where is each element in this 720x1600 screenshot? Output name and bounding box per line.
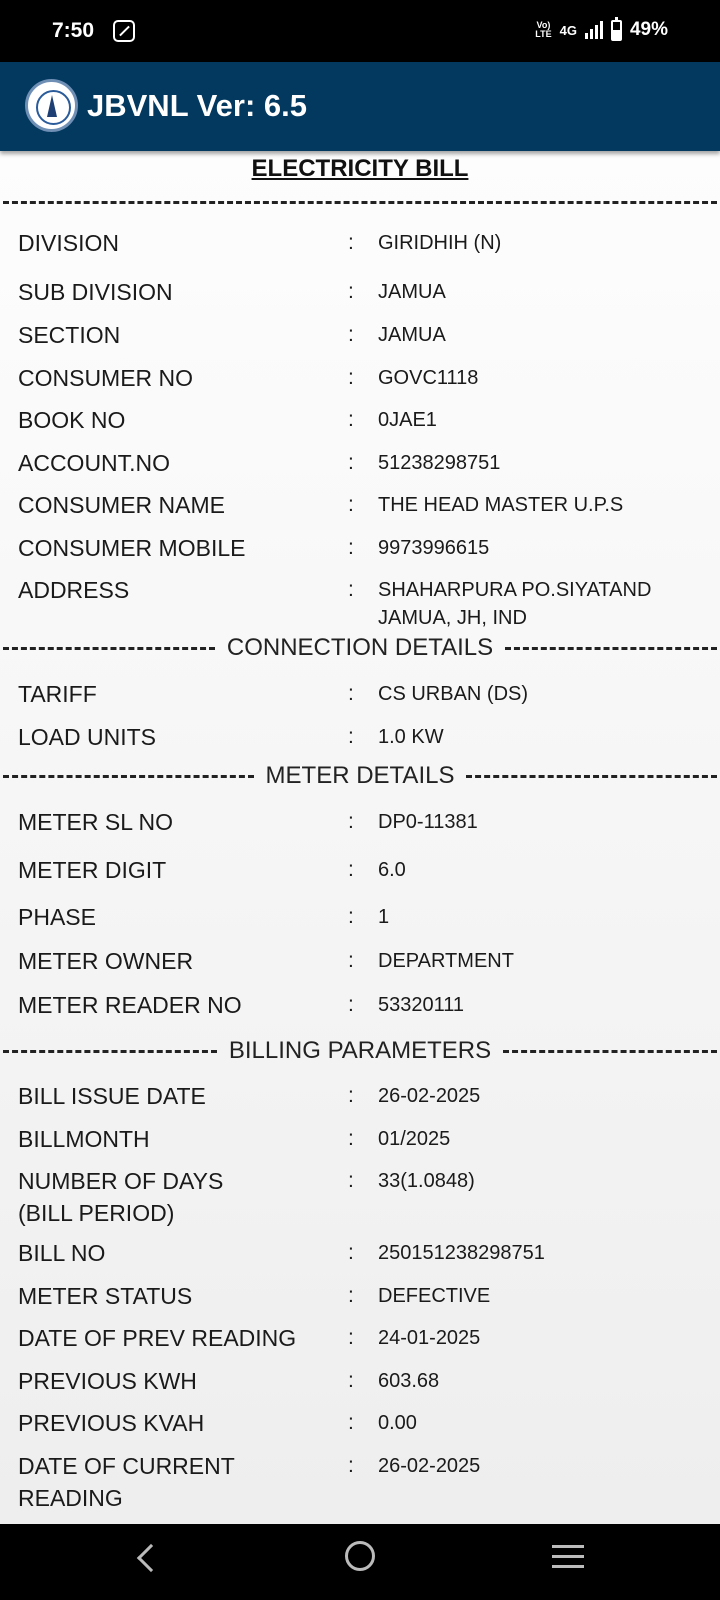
battery-icon bbox=[611, 20, 622, 41]
status-time: 7:50 bbox=[52, 19, 95, 42]
back-icon[interactable] bbox=[137, 1544, 165, 1572]
section-connection-details: CONNECTION DETAILS bbox=[3, 634, 717, 662]
status-bar bbox=[0, 0, 720, 62]
section-meter-details: METER DETAILS bbox=[3, 762, 717, 790]
notification-icon bbox=[113, 20, 135, 42]
recent-apps-icon[interactable] bbox=[552, 1545, 584, 1569]
bill-title: ELECTRICITY BILL bbox=[251, 155, 469, 182]
volte-icon: Vo) LTE bbox=[535, 20, 552, 39]
battery-percent: 49% bbox=[629, 19, 668, 40]
bill-content[interactable]: ELECTRICITY BILL DIVISION : GIRIDHIH (N) SUB DIVISION : JAMUA SECTION : JAMUA CONSUMER NO : GOVC1118 BOOK NO : 0JAE1 ACCOUNT.NO : 51238298751 CONSUMER NAME : THE HEAD MASTER U.P.S CONSUMER MOBILE : 9973996615 ADDRESS : SHAHARPURA PO.SIYATAND JAMUA, JH, IND CONNECTION DETAILS TARIFF : CS URBAN (DS) LOAD UNITS : 1.0 KW METER DETAILS METER SL NO : DP0-11381 METER DIGIT : 6.0 PHASE : 1 METER OWNER : DEPARTMENT METER READER NO : 53320111 BILLING PARAMETERS BILL ISSUE DATE : 26-02-2025 BILLMONTH : 01/2025 NUMBER OF DAYS (BILL PERIOD) : 33(1.0848) BILL NO : 250151238298751 METER STATUS : DEFECTIVE DATE OF PREV READING : 24-01-2025 PREVIOUS KWH : 603.68 PREVIOUS KVAH : 0.00 DATE OF CURRENT READING : 26-02-2025 bbox=[0, 151, 720, 1524]
app-bar bbox=[0, 62, 720, 151]
signal-icon bbox=[585, 21, 603, 39]
divider bbox=[3, 201, 717, 204]
jbvnl-logo-icon bbox=[25, 79, 78, 132]
status-icons bbox=[535, 19, 668, 41]
network-type: 4G bbox=[559, 22, 577, 38]
home-icon[interactable] bbox=[345, 1541, 375, 1571]
navigation-bar bbox=[0, 1524, 720, 1600]
section-billing-parameters: BILLING PARAMETERS bbox=[3, 1037, 717, 1065]
app-title: JBVNL Ver: 6.5 bbox=[87, 88, 307, 123]
